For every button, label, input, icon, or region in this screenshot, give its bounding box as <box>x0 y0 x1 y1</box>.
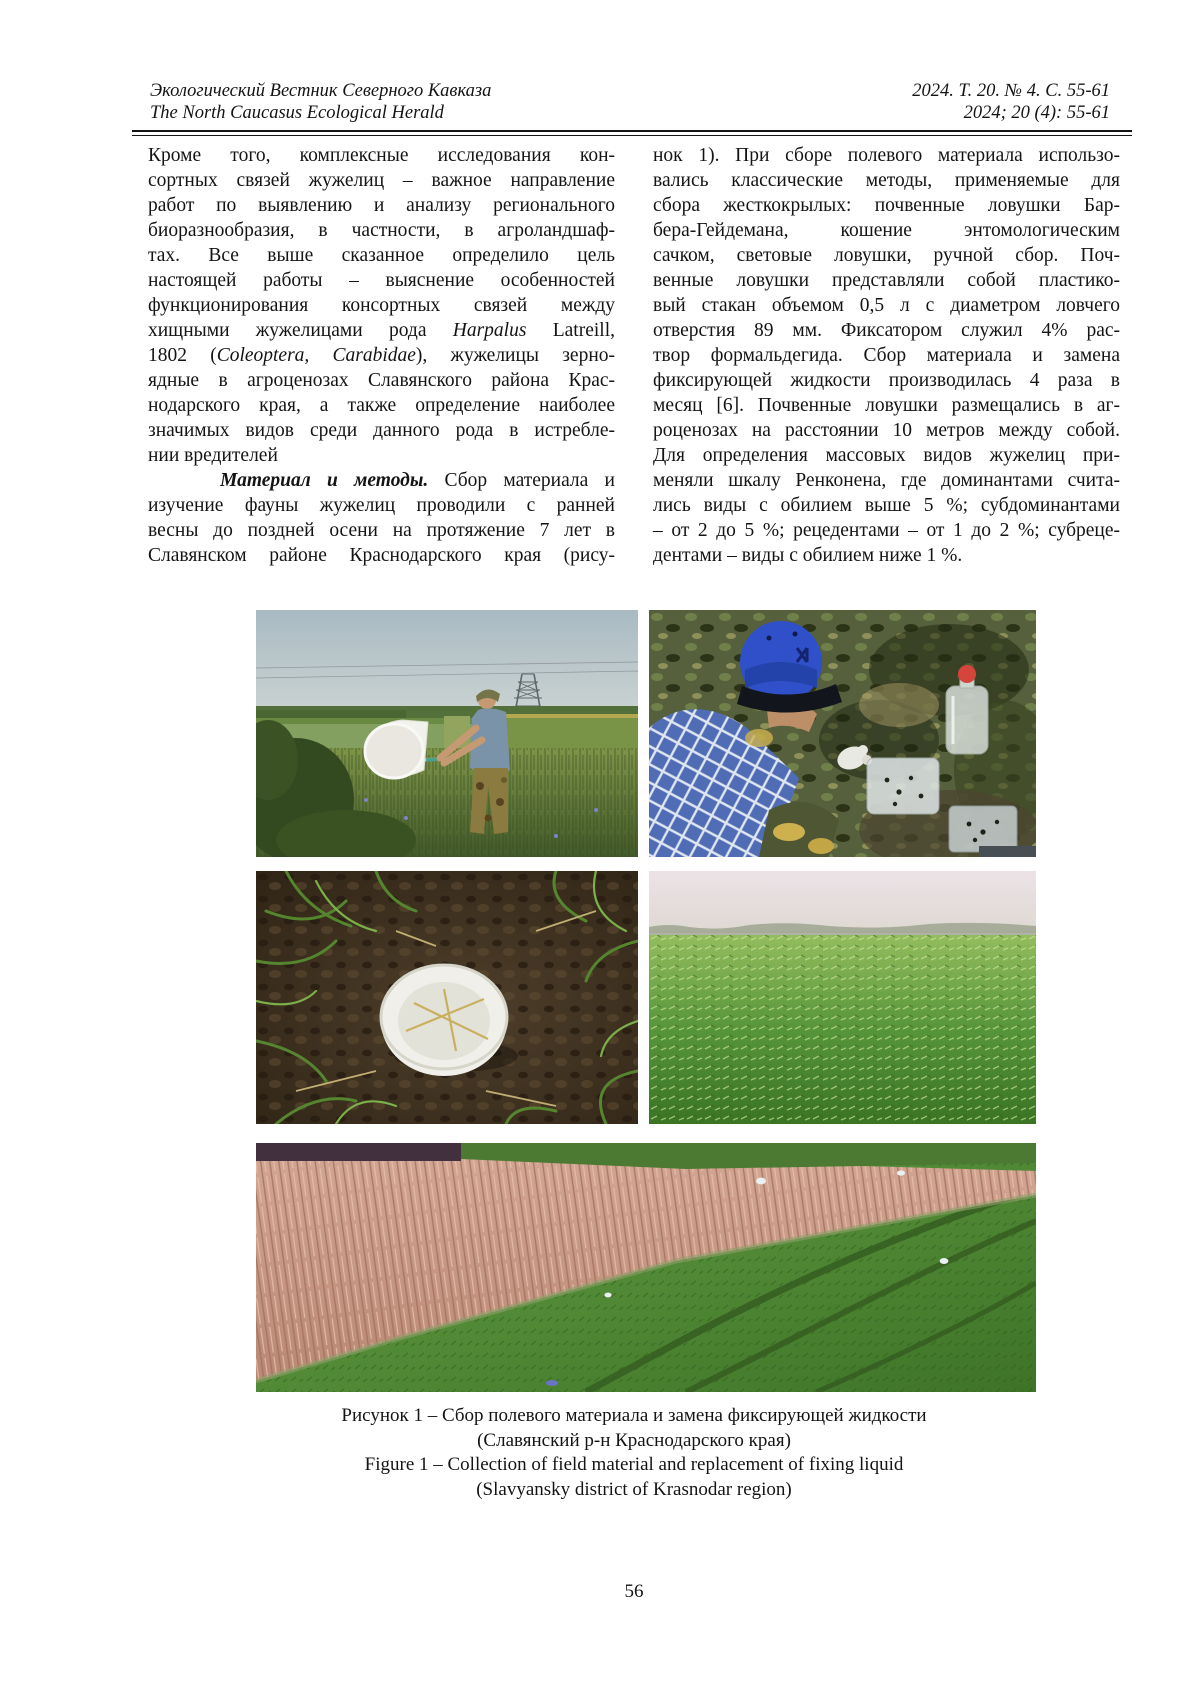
text-line: дентами – виды с обилием ниже 1 %. <box>653 545 963 566</box>
text-line: месяц [6]. Почвенные ловушки размещались в аг- <box>653 395 1120 416</box>
text-line: твор формальдегида. Сбор материала и замена <box>653 345 1120 366</box>
caption-line: Рисунок 1 – Сбор полевого материала и замена фиксирующей жидкости <box>341 1405 927 1426</box>
photo-trap-servicing <box>649 610 1036 857</box>
photo-pitfall-trap-svg <box>256 871 638 1124</box>
text-line: значимых видов среди данного рода в истребле- <box>148 420 615 441</box>
text-line: сачком, световые ловушки, ручной сбор. Поч- <box>653 245 1120 266</box>
text-line: функционирования консортных связей между <box>148 295 615 316</box>
text-line: нии вредителей <box>148 445 278 466</box>
text-line: Для определения массовых видов жужелиц при- <box>653 445 1120 466</box>
text-line: нодарского края, а также определение наиболее <box>148 395 615 416</box>
journal-header-left <box>150 80 491 124</box>
caption-line: (Славянский р-н Краснодарского края) <box>477 1429 791 1451</box>
caption-line: Figure 1 – Collection of field material and replacement of fixing liquid <box>364 1454 904 1475</box>
text-line: фиксирующей жидкости производилась 4 раза в <box>653 370 1120 391</box>
text-line: нок 1). При сборе полевого материала использо- <box>653 145 1120 166</box>
journal-title-en: The North Caucasus Ecological Herald <box>150 103 444 123</box>
photo-field-edge-svg <box>256 1143 1036 1392</box>
text-line: хищными жужелицами рода Harpalus Latreill, <box>148 320 615 341</box>
text-line: настоящей работы – выяснение особенностей <box>148 270 615 291</box>
left-column <box>148 143 615 568</box>
photo-sweep-netting-svg <box>256 610 638 857</box>
figure-caption <box>148 1404 1120 1502</box>
text-line: биоразнообразия, в частности, в агроландшаф- <box>148 220 615 241</box>
text-line: изучение фауны жужелиц проводили с ранней <box>148 495 615 516</box>
journal-header-right <box>912 80 1110 124</box>
text-line: вый стакан объемом 0,5 л с диаметром ловчего <box>653 295 1120 316</box>
sky <box>256 610 638 718</box>
text-line: работ по выявлению и анализу регионального <box>148 195 615 216</box>
photo-trap-servicing-svg <box>649 610 1036 857</box>
right-column <box>653 143 1120 568</box>
text-line: Славянском районе Краснодарского края (рису- <box>148 545 615 566</box>
caption-line: (Slavyansky district of Krasnodar region) <box>476 1478 792 1500</box>
text-line: весны до поздней осени на протяжение 7 лет в <box>148 520 615 541</box>
text-line: меняли шкалу Ренконена, где доминантами счита- <box>653 470 1120 491</box>
text-line: – от 2 до 5 %; рецедентами – от 1 до 2 %; субреце- <box>653 520 1120 541</box>
text-line: бера-Гейдемана, кошение энтомологическим <box>653 220 1120 241</box>
text-line: вались классические методы, применяемые для <box>653 170 1120 191</box>
text-line: роценозах на расстоянии 10 метров между собой. <box>653 420 1120 441</box>
article-body <box>148 143 1120 568</box>
text-line: Кроме того, комплексные исследования кон- <box>148 145 615 166</box>
header-double-rule <box>132 130 1132 136</box>
text-line: ядные в агроценозах Славянского района Крас- <box>148 370 615 391</box>
text-line: сортных связей жужелиц – важное направление <box>148 170 615 191</box>
text-line: 1802 (Coleoptera, Carabidae), жужелицы зерно- <box>148 345 615 366</box>
text-line: венные ловушки представляли собой пластико- <box>653 270 1120 291</box>
text-line: сбора жесткокрылых: почвенные ловушки Бар- <box>653 195 1120 216</box>
issue-info-ru: 2024. Т. 20. № 4. С. 55-61 <box>912 81 1110 101</box>
photo-green-field-svg <box>649 871 1036 1124</box>
journal-title-ru: Экологический Вестник Северного Кавказа <box>150 81 492 101</box>
text-line: лись виды с обилием выше 5 %; субдоминантами <box>653 495 1120 516</box>
text-line: тах. Все выше сказанное определило цель <box>148 245 615 266</box>
text-line: отверстия 89 мм. Фиксатором служил 4% рас- <box>653 320 1120 341</box>
photo-pitfall-trap <box>256 871 638 1124</box>
page-number: 56 <box>624 1581 644 1602</box>
text-line: Материал и методы. Сбор материала и <box>220 470 615 491</box>
figure-1 <box>256 610 1036 1392</box>
photo-sweep-netting <box>256 610 638 857</box>
photo-field-edge <box>256 1143 1036 1392</box>
issue-info-en: 2024; 20 (4): 55-61 <box>963 103 1110 123</box>
photo-green-field <box>649 871 1036 1124</box>
